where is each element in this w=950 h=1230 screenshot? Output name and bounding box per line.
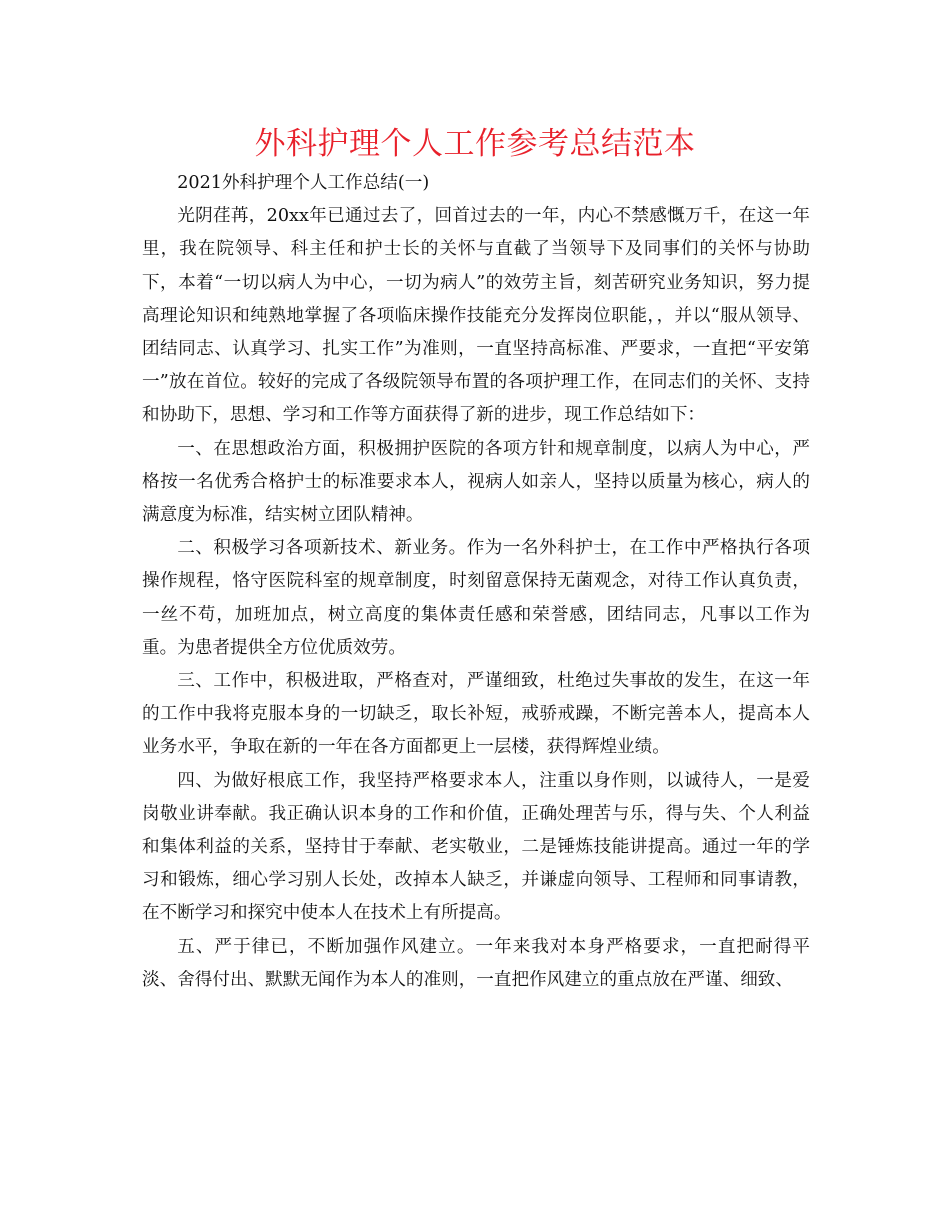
- paragraph-4: 四、为做好根底工作，我坚持严格要求本人，注重以身作则，以诚待人，一是爱岗敬业讲奉献。我正确认识本身的工作和价值，正确处理苦与乐，得与失、个人利益和集体利益的关系，坚持甘于奉献、老实敬业，二是锤炼技能讲提高。通过一年的学习和锻炼，细心学习别人长处，改掉本人缺乏，并谦虚向领导、工程师和同事请教，在不断学习和探究中使本人在技术上有所提高。: [142, 770, 810, 924]
- document-body: [142, 167, 810, 997]
- paragraph-3: 三、工作中，积极进取，严格查对，严谨细致，杜绝过失事故的发生，在这一年的工作中我将克服本身的一切缺乏，取长补短，戒骄戒躁，不断完善本人，提高本人业务水平，争取在新的一年在各方面都更上一层楼，获得辉煌业绩。: [142, 671, 810, 758]
- paragraph-5: 五、严于律已，不断加强作风建立。一年来我对本身严格要求，一直把耐得平淡、舍得付出、默默无闻作为本人的准则，一直把作风建立的重点放在严谨、细致、: [142, 936, 810, 990]
- document-subtitle: 2021外科护理个人工作总结(一): [177, 173, 430, 193]
- paragraph-1: 一、在思想政治方面，积极拥护医院的各项方针和规章制度，以病人为中心，严格按一名优秀合格护士的标准要求本人，视病人如亲人，坚持以质量为核心，病人的满意度为标准，结实树立团队精神。: [142, 438, 810, 526]
- paragraph-2: 二、积极学习各项新技术、新业务。作为一名外科护士，在工作中严格执行各项操作规程，恪守医院科室的规章制度，时刻留意保持无菌观念，对待工作认真负责，一丝不苟，加班加点，树立高度的集体责任感和荣誉感，团结同志，凡事以工作为重。为患者提供全方位优质效劳。: [142, 538, 810, 658]
- paragraph-intro: 光阴荏苒，20xx年已通过去了，回首过去的一年，内心不禁感慨万千，在这一年里，我在院领导、科主任和护士长的关怀与直截了当领导下及同事们的关怀与协助下，本着“一切以病人为中心，一切为病人”的效劳主旨，刻苦研究业务知识，努力提高理论知识和纯熟地掌握了各项临床操作技能充分发挥岗位职能，，并以“服从领导、团结同志、认真学习、扎实工作”为准则，一直坚持高标准、严要求，一直把“平安第一”放在首位。较好的完成了各级院领导布置的各项护理工作，在同志们的关怀、支持和协助下，思想、学习和工作等方面获得了新的进步，现工作总结如下：: [142, 206, 810, 426]
- document-title: 外科护理个人工作参考总结范本: [254, 126, 696, 162]
